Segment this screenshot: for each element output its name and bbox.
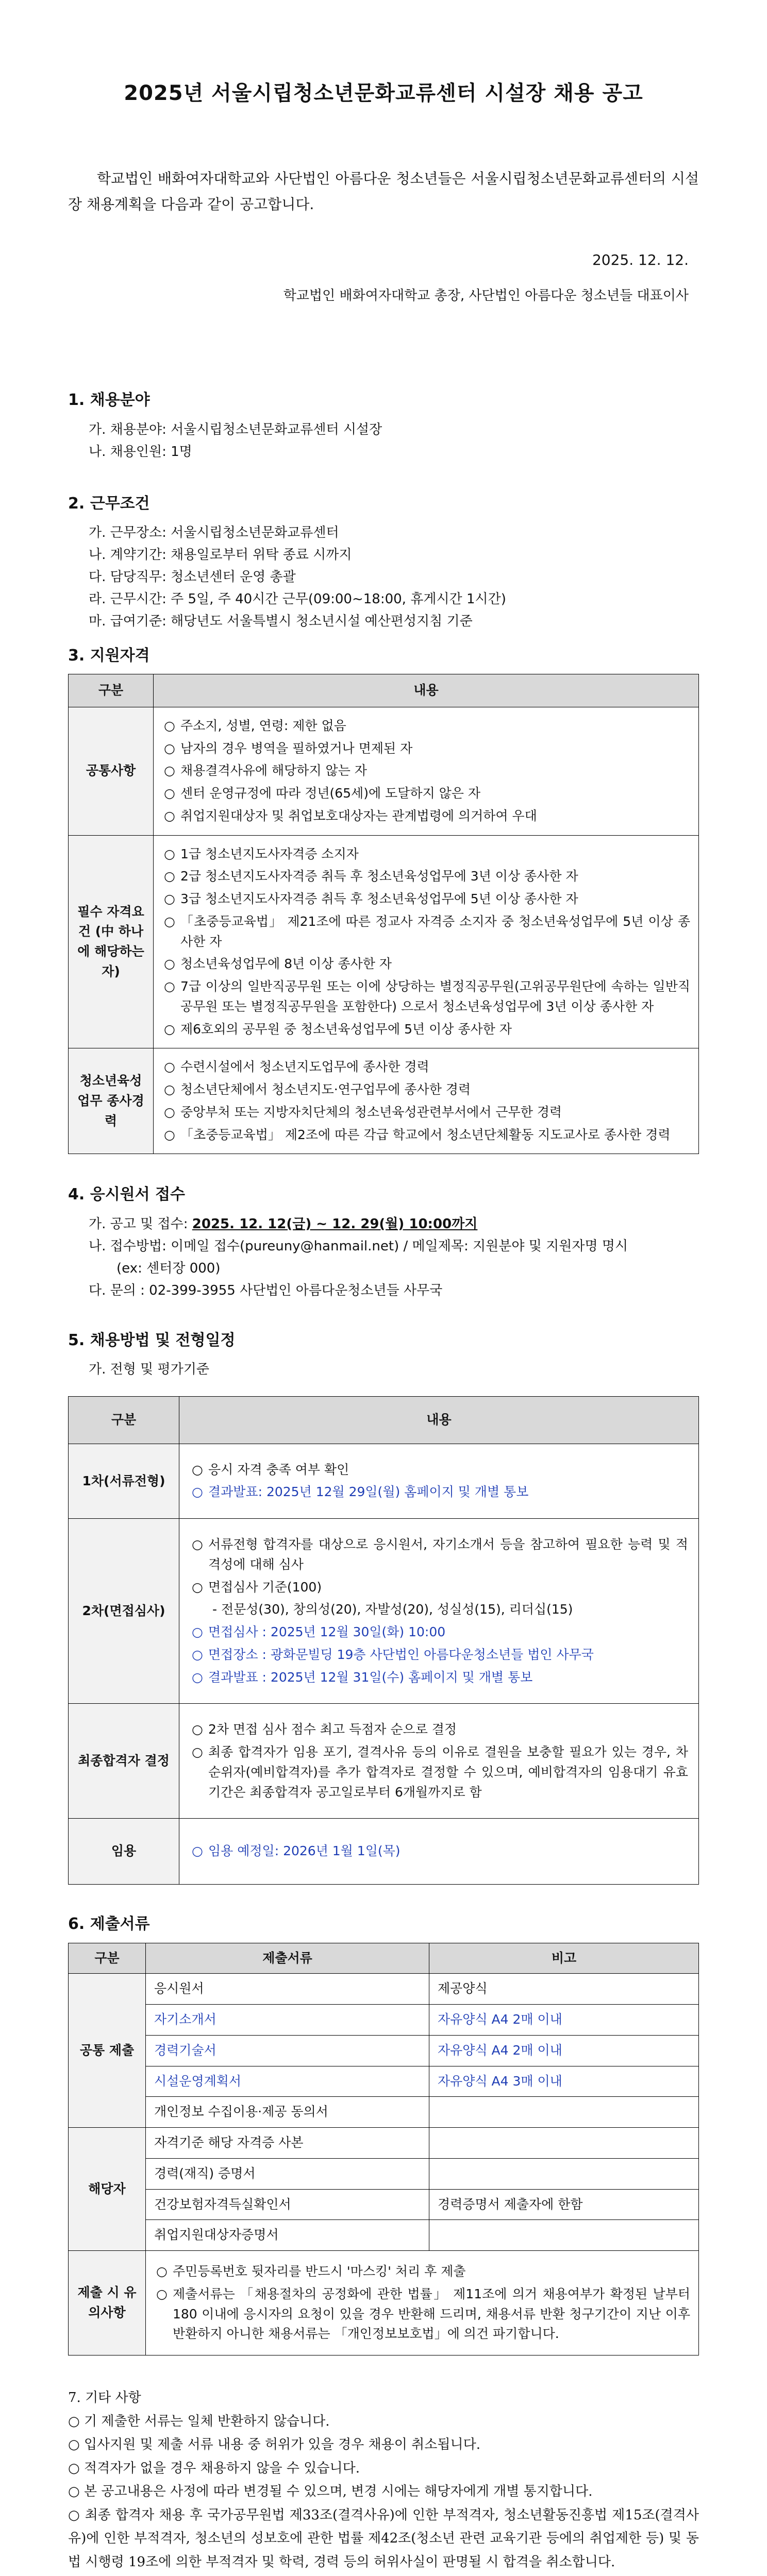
other-note-line: ○ 본 공고내용은 사정에 따라 변경될 수 있으며, 변경 시에는 해당자에게 개별 통지합니다. (68, 2484, 593, 2500)
section-heading-qualifications: 3. 지원자격 (68, 646, 150, 665)
list-item: ○ 서류전형 합격자를 대상으로 응시원서, 자기소개서 등을 참고하여 필요한 능력 및 적격성에 대해 심사 (190, 1535, 688, 1575)
table-row (69, 1519, 699, 1704)
submission-notes (146, 2251, 699, 2355)
recruitment-field-item: 가. 채용분야: 서울시립청소년문화교류센터 시설장 (89, 421, 382, 437)
page-title: 2025년 서울시립청소년문화교류센터 시설장 채용 공고 (124, 81, 643, 105)
row-label-submission-notes: 제출 시 유의사항 (69, 2251, 146, 2355)
table-row (69, 1444, 699, 1519)
other-note-line: ○ 입사지원 및 제출 서류 내용 중 허위가 있을 경우 채용이 취소됩니다. (68, 2437, 480, 2453)
interview-criteria-detail: - 전문성(30), 창의성(20), 자발성(20), 성실성(15), 리더십(15) (212, 1602, 573, 1617)
document-name: 건강보험자격득실확인서 (146, 2189, 429, 2220)
table-row (69, 1819, 699, 1885)
document-name: 시설운영계획서 (146, 2066, 429, 2097)
row-label-final-decision: 최종합격자 결정 (69, 1704, 179, 1819)
application-period-label: 가. 공고 및 접수: (89, 1216, 192, 1232)
table-row (69, 2251, 699, 2355)
list-item: ○ 제6호외의 공무원 중 청소년육성업무에 5년 이상 종사한 자 (162, 1020, 690, 1040)
column-header-remarks: 비고 (429, 1943, 699, 1974)
column-header-content: 내용 (154, 674, 699, 707)
other-notes (68, 2386, 699, 2576)
list-item: ○ 면접심사 : 2025년 12월 30일(화) 10:00 (190, 1622, 688, 1642)
row-label-document-screening: 1차(서류전형) (69, 1444, 179, 1519)
row-label-common: 공통사항 (69, 707, 154, 835)
column-header-category: 구분 (69, 674, 154, 707)
list-item: ○ 응시 자격 충족 여부 확인 (190, 1460, 688, 1480)
qualifications-table (68, 674, 699, 1154)
list-item: ○ 제출서류는 「채용절차의 공정화에 관한 법률」 제11조에 의거 채용여부가 확정된 날부터 180 이내에 응시자의 요청이 있을 경우 반환해 드리며, 채용서류 반환 청구기간이 지난 이후 반환하지 아니한 채용서류는 「개인정보보호법」에 의건 파기합니다. (154, 2284, 690, 2344)
list-item: ○ 임용 예정일: 2026년 1월 1일(목) (190, 1841, 688, 1861)
list-item: ○ 센터 운영규정에 따라 정년(65세)에 도달하지 않은 자 (162, 784, 690, 804)
other-note-line: ○ 최종 합격자 채용 후 국가공무원법 제33조(결격사유)에 인한 부적격자, 청소년활동진흥법 제15조(결격사유)에 인한 부적격자, 청소년의 성보호에 관한 법률 제42조(청소년 관련 교육기관 등에의 취업제한 등) 및 동법 시행령 19조에 의한 부적격자 및 학력, 경력 등의 허위사실이 판명될 시 합격을 취소합니다. (68, 2507, 699, 2570)
document-remark: 자유양식 A4 2매 이내 (429, 2005, 699, 2036)
list-item: ○ 3급 청소년지도사자격증 취득 후 청소년육성업무에 5년 이상 종사한 자 (162, 889, 690, 909)
list-item: ○ 수련시설에서 청소년지도업무에 종사한 경력 (162, 1057, 690, 1077)
work-hours-item: 라. 근무시간: 주 5일, 주 40시간 근무(09:00~18:00, 휴게시간 1시간) (89, 591, 506, 607)
list-item: ○ 주소지, 성별, 연령: 제한 없음 (162, 716, 690, 736)
contract-period-item: 나. 계약기간: 채용일로부터 위탁 종료 시까지 (89, 547, 352, 563)
document-remark (429, 2220, 699, 2251)
table-header-row (69, 674, 699, 707)
row-content (179, 1704, 699, 1819)
list-item: ○ 「초중등교육법」 제2조에 따른 각급 학교에서 청소년단체활동 지도교사로 종사한 경력 (162, 1125, 690, 1145)
table-row (69, 835, 699, 1048)
row-label-common-submission: 공통 제출 (69, 1974, 146, 2128)
list-item: ○ 7급 이상의 일반직공무원 또는 이에 상당하는 별정직공무원(고위공무원단에 속하는 일반직공무원 또는 별정직공무원을 포함한다) 으로서 청소년육성업무에 3년 이상 종사한 자 (162, 977, 690, 1017)
section-heading-other: 7. 기타 사항 (68, 2390, 141, 2406)
application-method-item: 나. 접수방법: 이메일 접수(pureuny@hanmail.net) / 메일제목: 지원분야 및 지원자명 명시 (89, 1238, 628, 1254)
document-name: 자기소개서 (146, 2005, 429, 2036)
section-heading-selection-process: 5. 채용방법 및 전형일정 (68, 1331, 236, 1349)
section-heading-work-conditions: 2. 근무조건 (68, 494, 150, 513)
table-row (69, 2035, 699, 2066)
table-row (69, 2220, 699, 2251)
document-name: 개인정보 수집이용·제공 동의서 (146, 2097, 429, 2128)
list-item: ○ 면접장소 : 광화문빌딩 19층 사단법인 아름다운청소년들 법인 사무국 (190, 1645, 688, 1665)
document-remark (429, 2128, 699, 2159)
list-item: ○ 남자의 경우 병역을 필하였거나 면제된 자 (162, 739, 690, 759)
issuer: 학교법인 배화여자대학교 총장, 사단법인 아름다운 청소년들 대표이사 (283, 288, 689, 304)
column-header-documents: 제출서류 (146, 1943, 429, 1974)
documents-table (68, 1943, 699, 2356)
application-period-item (68, 1213, 699, 1235)
document-name: 취업지원대상자증명서 (146, 2220, 429, 2251)
document-remark: 자유양식 A4 3매 이내 (429, 2066, 699, 2097)
announcement-date: 2025. 12. 12. (592, 251, 689, 268)
list-item: ○ 청소년육성업무에 8년 이상 종사한 자 (162, 954, 690, 974)
document-remark: 제공양식 (429, 1974, 699, 2005)
row-label-required: 필수 자격요건 (中 하나에 해당하는 자) (69, 835, 154, 1048)
section-heading-application: 4. 응시원서 접수 (68, 1185, 186, 1204)
document-remark (429, 2158, 699, 2189)
list-item: ○ 주민등록번호 뒷자리를 반드시 '마스킹' 처리 후 제출 (154, 2262, 690, 2282)
table-row (69, 2066, 699, 2097)
table-row (69, 707, 699, 835)
list-item: ○ 2급 청소년지도사자격증 취득 후 청소년육성업무에 3년 이상 종사한 자 (162, 867, 690, 887)
other-note-line: ○ 적격자가 없을 경우 채용하지 않을 수 있습니다. (68, 2460, 360, 2476)
table-row (69, 1704, 699, 1819)
list-item: ○ 최종 합격자가 임용 포기, 결격사유 등의 이유로 결원을 보충할 필요가 있는 경우, 차순위자(예비합격자)를 추가 합격자로 결정할 수 있으며, 예비합격자의 임용대기 유효기간은 최종합격자 공고일로부터 6개월까지로 함 (190, 1742, 688, 1802)
table-row (69, 2189, 699, 2220)
document-name: 경력기술서 (146, 2035, 429, 2066)
document-remark (429, 2097, 699, 2128)
row-label-interview: 2차(면접심사) (69, 1519, 179, 1704)
application-period-value: 2025. 12. 12(금) ~ 12. 29(월) 10:00까지 (192, 1216, 478, 1232)
duty-item: 다. 담당직무: 청소년센터 운영 총괄 (89, 569, 296, 585)
other-note-line (68, 2574, 699, 2576)
list-item: ○ 중앙부처 또는 지방자치단체의 청소년육성관련부서에서 근무한 경력 (162, 1103, 690, 1123)
row-content (179, 1444, 699, 1519)
selection-subheading: 가. 전형 및 평가기준 (89, 1362, 209, 1378)
application-method-example: (ex: 센터장 000) (116, 1260, 221, 1276)
work-place-item: 가. 근무장소: 서울시립청소년문화교류센터 (89, 525, 339, 541)
table-header-row (69, 1396, 699, 1444)
list-item: ○ 청소년단체에서 청소년지도·연구업무에 종사한 경력 (162, 1080, 690, 1100)
list-item: ○ 「초중등교육법」 제21조에 따른 정교사 자격증 소지자 중 청소년육성업무에 5년 이상 종사한 자 (162, 912, 690, 952)
row-label-experience: 청소년육성 업무 종사경력 (69, 1048, 154, 1154)
section-heading-documents: 6. 제출서류 (68, 1915, 150, 1934)
table-row (69, 2128, 699, 2159)
list-item: ○ 결과발표 : 2025년 12월 31일(수) 홈페이지 및 개별 통보 (190, 1668, 688, 1688)
inquiry-item: 다. 문의 : 02-399-3955 사단법인 아름다운청소년들 사무국 (89, 1282, 443, 1298)
column-header-content: 내용 (179, 1396, 699, 1444)
table-row (69, 2005, 699, 2036)
list-item: ○ 채용결격사유에 해당하지 않는 자 (162, 761, 690, 781)
row-label-applicable: 해당자 (69, 2128, 146, 2251)
table-row (69, 2097, 699, 2128)
list-item: ○ 결과발표: 2025년 12월 29일(월) 홈페이지 및 개별 통보 (190, 1482, 688, 1502)
document-name: 자격기준 해당 자격증 사본 (146, 2128, 429, 2159)
document-name: 경력(재직) 증명서 (146, 2158, 429, 2189)
row-content (154, 835, 699, 1048)
column-header-category: 구분 (69, 1396, 179, 1444)
table-row (69, 1974, 699, 2005)
list-item: ○ 면접심사 기준(100) (190, 1578, 688, 1598)
table-header-row (69, 1943, 699, 1974)
salary-item: 마. 급여기준: 해당년도 서울특별시 청소년시설 예산편성지침 기준 (89, 613, 473, 629)
table-row (69, 2158, 699, 2189)
list-item: ○ 1급 청소년지도사자격증 소지자 (162, 844, 690, 865)
other-note-line: ○ 기 제출한 서류는 일체 반환하지 않습니다. (68, 2413, 330, 2429)
column-header-category: 구분 (69, 1943, 146, 1974)
row-content (179, 1519, 699, 1704)
document-remark: 자유양식 A4 2매 이내 (429, 2035, 699, 2066)
table-row (69, 1048, 699, 1154)
intro-paragraph: 학교법인 배화여자대학교와 사단법인 아름다운 청소년들은 서울시립청소년문화교류센터의 시설장 채용계획을 다음과 같이 공고합니다. (68, 170, 699, 213)
document-name: 응시원서 (146, 1974, 429, 2005)
list-item: ○ 취업지원대상자 및 취업보호대상자는 관계법령에 의거하여 우대 (162, 806, 690, 826)
selection-table (68, 1396, 699, 1885)
row-content (154, 707, 699, 835)
row-content (154, 1048, 699, 1154)
section-heading-recruitment-field: 1. 채용분야 (68, 391, 150, 410)
row-content (179, 1819, 699, 1885)
row-label-appointment: 임용 (69, 1819, 179, 1885)
document-remark: 경력증명서 제출자에 한함 (429, 2189, 699, 2220)
list-item: ○ 2차 면접 심사 점수 최고 득점자 순으로 결정 (190, 1720, 688, 1740)
recruitment-count-item: 나. 채용인원: 1명 (89, 444, 192, 460)
